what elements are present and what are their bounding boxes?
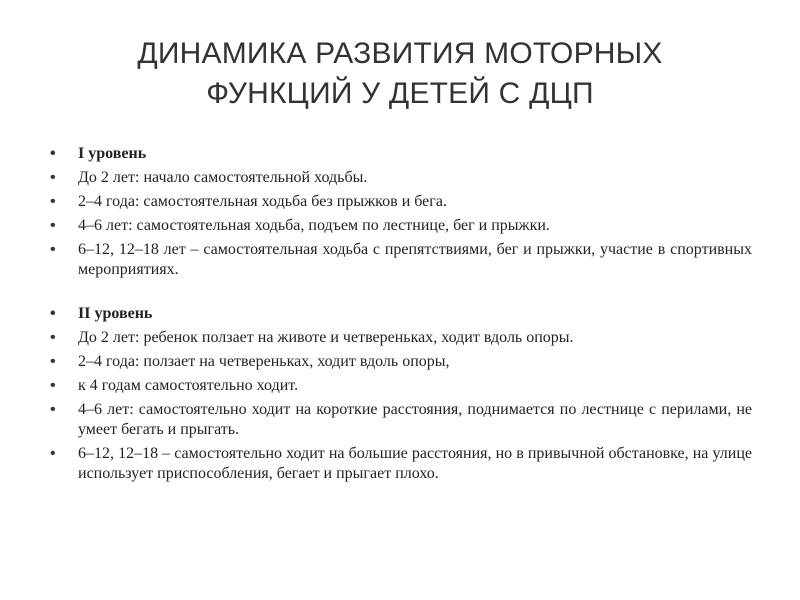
list-item: • 6–12, 12–18 лет – самостоятельная ходьба с препятствиями, бег и прыжки, участие в спортивных мероприятиях.	[48, 240, 752, 280]
list-item: • До 2 лет: начало самостоятельной ходьбы.	[48, 168, 752, 188]
list-item: • До 2 лет: ребенок ползает на животе и четвереньках, ходит вдоль опоры.	[48, 328, 752, 348]
title-line-2: ФУНКЦИЙ У ДЕТЕЙ С ДЦП	[206, 77, 594, 110]
list-item: • 2–4 года: самостоятельная ходьба без прыжков и бега.	[48, 192, 752, 212]
list-item: • 4–6 лет: самостоятельная ходьба, подъем по лестнице, бег и прыжки.	[48, 216, 752, 236]
section-spacer	[48, 284, 752, 304]
list-item: • 4–6 лет: самостоятельно ходит на короткие расстояния, поднимается по лестнице с перилами, не умеет бегать и прыгать.	[48, 400, 752, 440]
level-1-list	[48, 144, 752, 280]
level-2-heading: • II уровень	[48, 304, 752, 324]
title-line-1: ДИНАМИКА РАЗВИТИЯ МОТОРНЫХ	[137, 37, 663, 70]
level-1-heading: • I уровень	[48, 144, 752, 164]
slide-content	[48, 144, 752, 488]
list-item: • 2–4 года: ползает на четвереньках, ходит вдоль опоры,	[48, 352, 752, 372]
list-item: • 6–12, 12–18 – самостоятельно ходит на большие расстояния, но в привычной обстановке, на улице использует приспособления, бегает и прыгает плохо.	[48, 444, 752, 484]
level-2-list	[48, 304, 752, 484]
slide-title	[40, 34, 760, 114]
list-item: • к 4 годам самостоятельно ходит.	[48, 376, 752, 396]
